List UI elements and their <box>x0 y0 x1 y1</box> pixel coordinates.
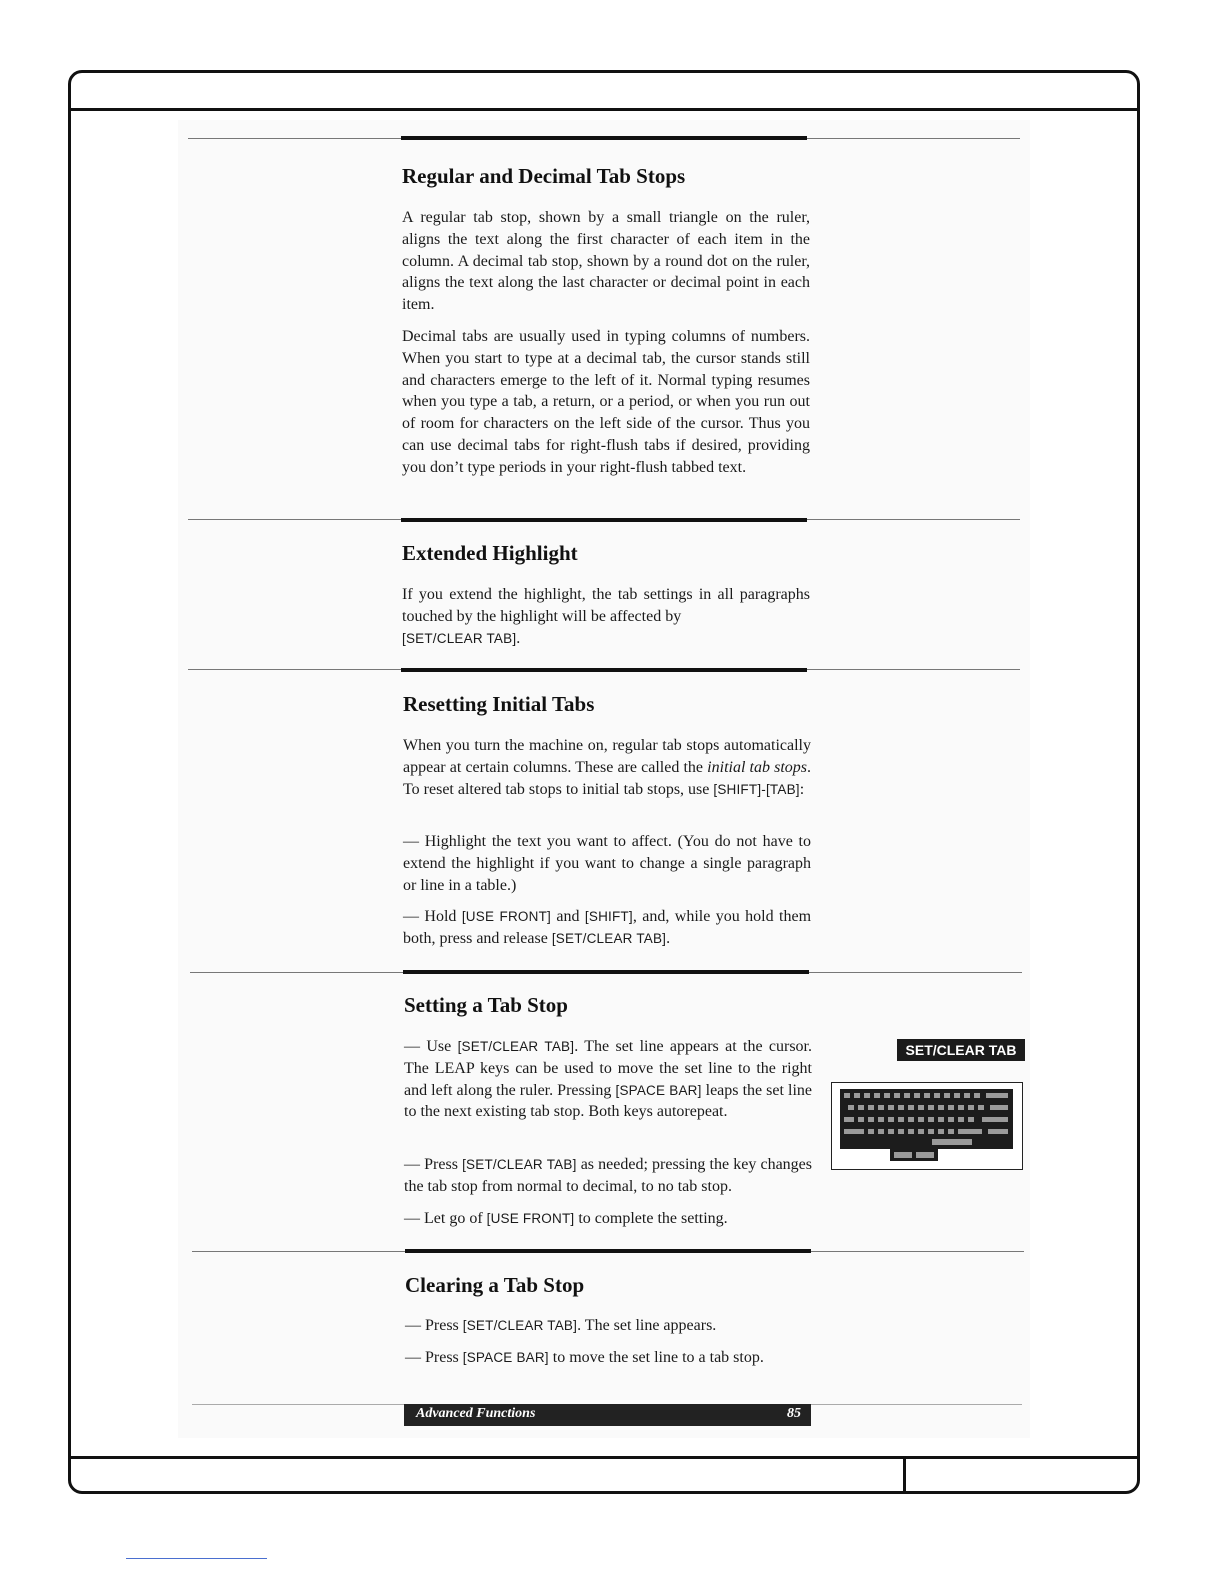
paragraph: — Let go of [USE FRONT] to complete the setting. <box>404 1210 728 1227</box>
keyboard-icon <box>832 1083 1021 1168</box>
key-set-clear-tab: [SET/CLEAR TAB] <box>462 1157 577 1172</box>
key-set-clear-tab: [SET/CLEAR TAB] <box>402 630 517 646</box>
section-rule-accent <box>403 970 809 974</box>
key-use-front: [USE FRONT] <box>486 1211 575 1226</box>
key-shift-tab: [SHIFT]-[TAB] <box>713 781 800 797</box>
header-divider <box>68 108 1140 111</box>
key-set-clear-tab: [SET/CLEAR TAB] <box>551 930 667 946</box>
key-use-front: [USE FRONT] <box>461 909 551 924</box>
footer-cell-divider <box>903 1458 906 1494</box>
paragraph: — Hold [USE FRONT] and [SHIFT], and, while you hold them both, press and release [SET/CLEAR TAB]. <box>403 908 812 947</box>
section-heading-extended-highlight: Extended Highlight <box>402 541 578 565</box>
paragraph: — Use [SET/CLEAR TAB]. The set line appears at the cursor. The LEAP keys can be used to move the set line to the right and left along the ruler. Pressing [SPACE BAR] leaps the set line to the next existing tab stop. Both keys autorepeat. <box>404 1038 813 1121</box>
paragraph: A regular tab stop, shown by a small triangle on the ruler, aligns the text along the first character of each item in the column. A decimal tab stop, shown by a round dot on the ruler, aligns the text along the last character or decimal point in each item. <box>402 209 810 314</box>
link-underline <box>126 1558 267 1559</box>
footer-divider <box>68 1456 1140 1459</box>
section-heading-setting-tab-stop: Setting a Tab Stop <box>404 993 568 1017</box>
page-number: 85 <box>787 1406 801 1421</box>
paragraph: — Press [SET/CLEAR TAB]. The set line appears. <box>405 1317 717 1334</box>
paragraph: Decimal tabs are usually used in typing columns of numbers. When you start to type at a decimal tab, the cursor stands still and characters emerge to the left of it. Normal typing resumes when you type a tab, a return, or a period, or when you run out of room for characters on the left side of the cursor. Thus you can use decimal tabs for right-flush tabs if desired, providing you don’t type periods in your right-flush tabbed text. <box>402 328 810 476</box>
key-shift: [SHIFT] <box>584 909 633 924</box>
section-rule-accent <box>401 518 807 522</box>
key-set-clear-tab: [SET/CLEAR TAB] <box>457 1039 575 1054</box>
section-rule-accent <box>401 136 807 140</box>
key-space-bar: [SPACE BAR] <box>462 1350 549 1365</box>
footer-section-label: Advanced Functions <box>416 1406 536 1421</box>
keyboard-illustration <box>831 1082 1023 1170</box>
set-clear-tab-key-badge: SET/CLEAR TAB <box>897 1039 1025 1061</box>
key-set-clear-tab: [SET/CLEAR TAB] <box>462 1318 578 1333</box>
paragraph: — Press [SPACE BAR] to move the set line to a tab stop. <box>405 1349 764 1366</box>
key-space-bar: [SPACE BAR] <box>615 1082 702 1098</box>
paragraph: If you extend the highlight, the tab settings in all paragraphs touched by the highlight will be affected by [SET/CLEAR TAB]. <box>402 586 810 647</box>
paragraph: When you turn the machine on, regular tab stops automatically appear at certain columns. These are called the initial tab stops. To reset altered tab stops to initial tab stops, use [SHIFT]-[TAB]: <box>403 737 812 798</box>
page-footer-band <box>404 1404 811 1426</box>
section-heading-regular-decimal: Regular and Decimal Tab Stops <box>402 164 686 188</box>
section-rule-accent <box>401 668 807 672</box>
section-heading-clearing-tab-stop: Clearing a Tab Stop <box>405 1273 585 1297</box>
paragraph: — Press [SET/CLEAR TAB] as needed; pressing the key changes the tab stop from normal to decimal, to no tab stop. <box>404 1156 813 1195</box>
section-heading-resetting-initial-tabs: Resetting Initial Tabs <box>403 692 595 716</box>
paragraph: — Highlight the text you want to affect. (You do not have to extend the highlight if you want to change a single paragraph or line in a table.) <box>403 833 811 894</box>
section-rule-accent <box>405 1249 811 1253</box>
